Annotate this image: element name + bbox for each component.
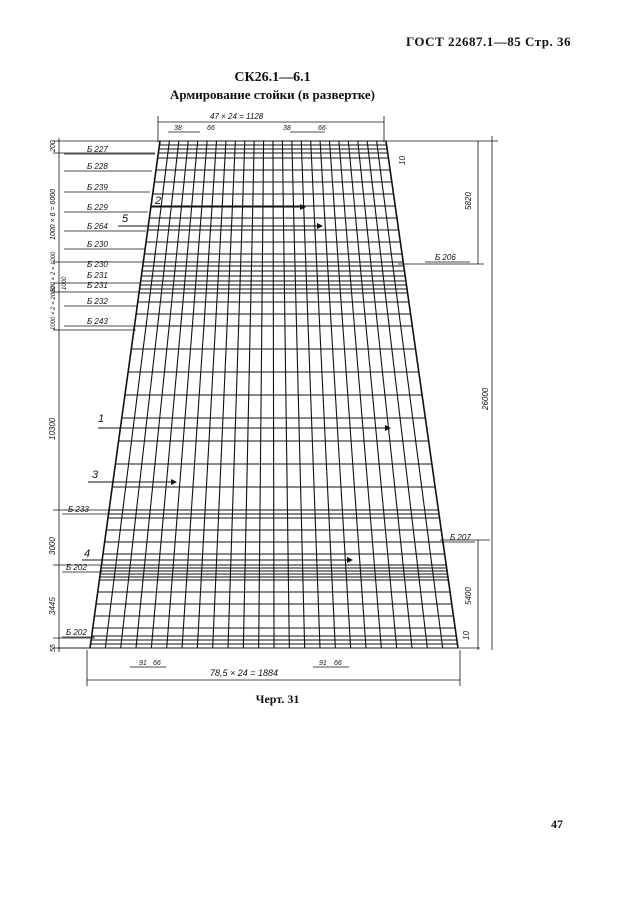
pos-5: 5 [122,213,129,225]
mark-b231a: Б 231 [87,271,108,280]
standard-header: ГОСТ 22687.1—85 Стр. 36 [405,34,571,49]
mark-b230b: Б 230 [87,260,108,269]
page-number: 47 [551,817,563,831]
dim-5820: 5820 [464,192,473,210]
mark-b264: Б 264 [87,222,108,231]
mark-b230a: Б 230 [87,240,108,249]
left-dim-3445: 3445 [48,597,57,615]
bottom-total-dim: 78,5 × 24 = 1884 [210,668,279,678]
pos-3: 3 [92,469,99,481]
right-dim-bottom-10: 10 [462,631,471,640]
mark-b202a: Б 202 [66,563,87,572]
dim-26000: 26000 [481,387,490,410]
left-dim-10300: 10300 [48,417,57,440]
mark-b229: Б 229 [87,203,108,212]
mark-b202b: Б 202 [66,628,87,637]
drawing-caption: Черт. 31 [255,692,300,706]
left-dim-2000: 1000 × 2 = 2000 [51,286,57,330]
left-dim-3000: 3000 [48,537,57,555]
mark-b239: Б 239 [87,183,108,192]
pos-4: 4 [84,548,91,560]
top-total-dim: 47 × 24 = 1128 [210,112,264,121]
mark-b227: Б 227 [87,145,108,154]
drawing-title: СК26.1—6.1 [234,70,311,85]
left-dim-6000: 1000 × 6 = 6000 [50,189,57,240]
mark-b228: Б 228 [87,162,108,171]
reinforcement-grid [90,141,458,648]
left-dim-5002: 500 × 2 = 1000 [51,251,57,292]
mark-b207: Б 207 [450,533,471,542]
right-dim-top-10: 10 [398,156,407,165]
mark-b243: Б 243 [87,317,108,326]
left-dim-200: 200 [50,140,57,152]
bot-dim-b: 66 [153,660,161,667]
pos-1: 1 [98,413,105,425]
top-dim-b: 66 [207,125,215,132]
dim-5400: 5400 [464,587,473,605]
mark-b231b: Б 231 [87,281,108,290]
pos-2: 2 [155,195,162,207]
mark-b233: Б 233 [68,505,89,514]
top-dim-a: 38 [174,125,182,132]
bot-dim-c: 91 [319,660,327,667]
left-dim-1000: 1000 [62,276,68,290]
bot-dim-a: 91 [139,660,147,667]
bot-dim-d: 66 [334,660,342,667]
top-dim-c: 38 [283,125,291,132]
top-dim-d: 66 [318,125,326,132]
left-dim-55: 55 [50,644,57,652]
top-dimension [158,116,384,142]
drawing-subtitle: Армирование стойки (в развертке) [170,87,375,102]
mark-b206: Б 206 [435,253,456,262]
bottom-dimension [58,648,480,686]
mark-b232: Б 232 [87,297,108,306]
